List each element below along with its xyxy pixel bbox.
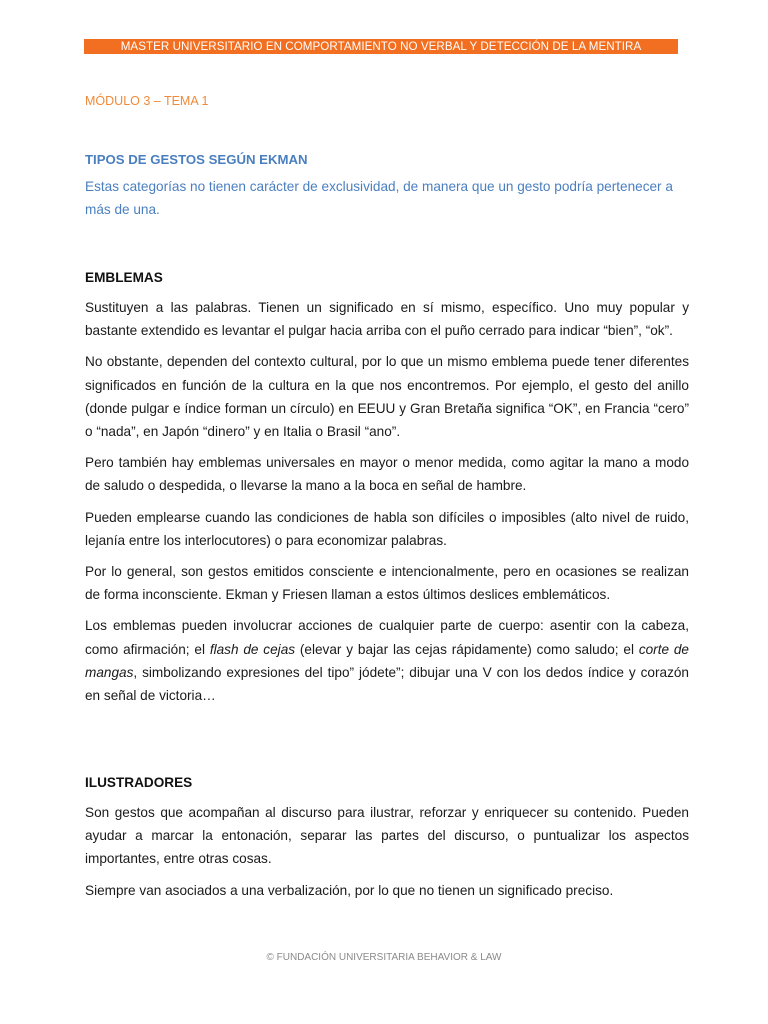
text-run: Los emblemas pueden involucrar acciones de cualquier parte de cuerpo: asentir con la cabeza, como afirmación; el	[85, 618, 689, 657]
emblemas-paragraph-3: Pero también hay emblemas universales en mayor o menor medida, como agitar la mano a modo de saludo o despedida, o llevarse la mano a la boca en señal de hambre.	[85, 455, 689, 494]
emblemas-paragraph-4: Pueden emplearse cuando las condiciones de habla son difíciles o imposibles (alto nivel de ruido, lejanía entre los interlocutores) o para economizar palabras.	[85, 509, 689, 548]
module-label: MÓDULO 3 – TEMA 1	[85, 94, 209, 108]
header-banner: MASTER UNIVERSITARIO EN COMPORTAMIENTO NO VERBAL Y DETECCIÓN DE LA MENTIRA	[84, 39, 678, 54]
emblemas-paragraph-1: Sustituyen a las palabras. Tienen un significado en sí mismo, específico. Uno muy popular y bastante extendido es levantar el pulgar hacia arriba con el puño cerrado para indicar “bien”, “ok”.	[85, 300, 689, 339]
ilustradores-paragraph-1: Son gestos que acompañan al discurso para ilustrar, reforzar y enriquecer su contenido. Pueden ayudar a marcar la entonación, separar las partes del discurso, o puntualizar los aspectos importantes, entre otras cosas.	[85, 805, 689, 867]
text-run: (elevar y bajar las cejas rápidamente) como saludo; el	[295, 641, 639, 657]
ilustradores-section	[85, 774, 689, 910]
emblemas-paragraph-2: No obstante, dependen del contexto cultural, por lo que un mismo emblema puede tener diferentes significados en función de la cultura en la que nos encontremos. Por ejemplo, el gesto del anillo (donde pulgar e índice forman un círculo) en EEUU y Gran Bretaña significa “OK”, en Francia “cero” o “nada”, en Japón “dinero” y en Italia o Brasil “ano”.	[85, 354, 689, 440]
text-run-italic: corte de mangas	[85, 641, 689, 680]
page-footer: © FUNDACIÓN UNIVERSITARIA BEHAVIOR & LAW	[266, 952, 502, 963]
emblemas-paragraph-6	[85, 614, 689, 707]
emblemas-paragraph-5: Por lo general, son gestos emitidos consciente e intencionalmente, pero en ocasiones se realizan de forma inconsciente. Ekman y Friesen llaman a estos últimos deslices emblemáticos.	[85, 564, 689, 603]
text-run-italic: flash de cejas	[209, 641, 296, 657]
section-subtitle: Estas categorías no tienen carácter de exclusividad, de manera que un gesto podría pertenecer a más de una.	[85, 179, 673, 217]
ilustradores-heading: ILUSTRADORES	[85, 775, 193, 790]
ilustradores-paragraph-2: Siempre van asociados a una verbalización, por lo que no tienen un significado preciso.	[85, 882, 614, 898]
text-run: , simbolizando expresiones del tipo” jódete”; dibujar una V con los dedos índice y corazón en señal de victoria…	[85, 664, 689, 704]
emblemas-heading: EMBLEMAS	[85, 270, 163, 285]
section-title: TIPOS DE GESTOS SEGÚN EKMAN	[85, 152, 308, 167]
emblemas-section	[85, 269, 689, 715]
